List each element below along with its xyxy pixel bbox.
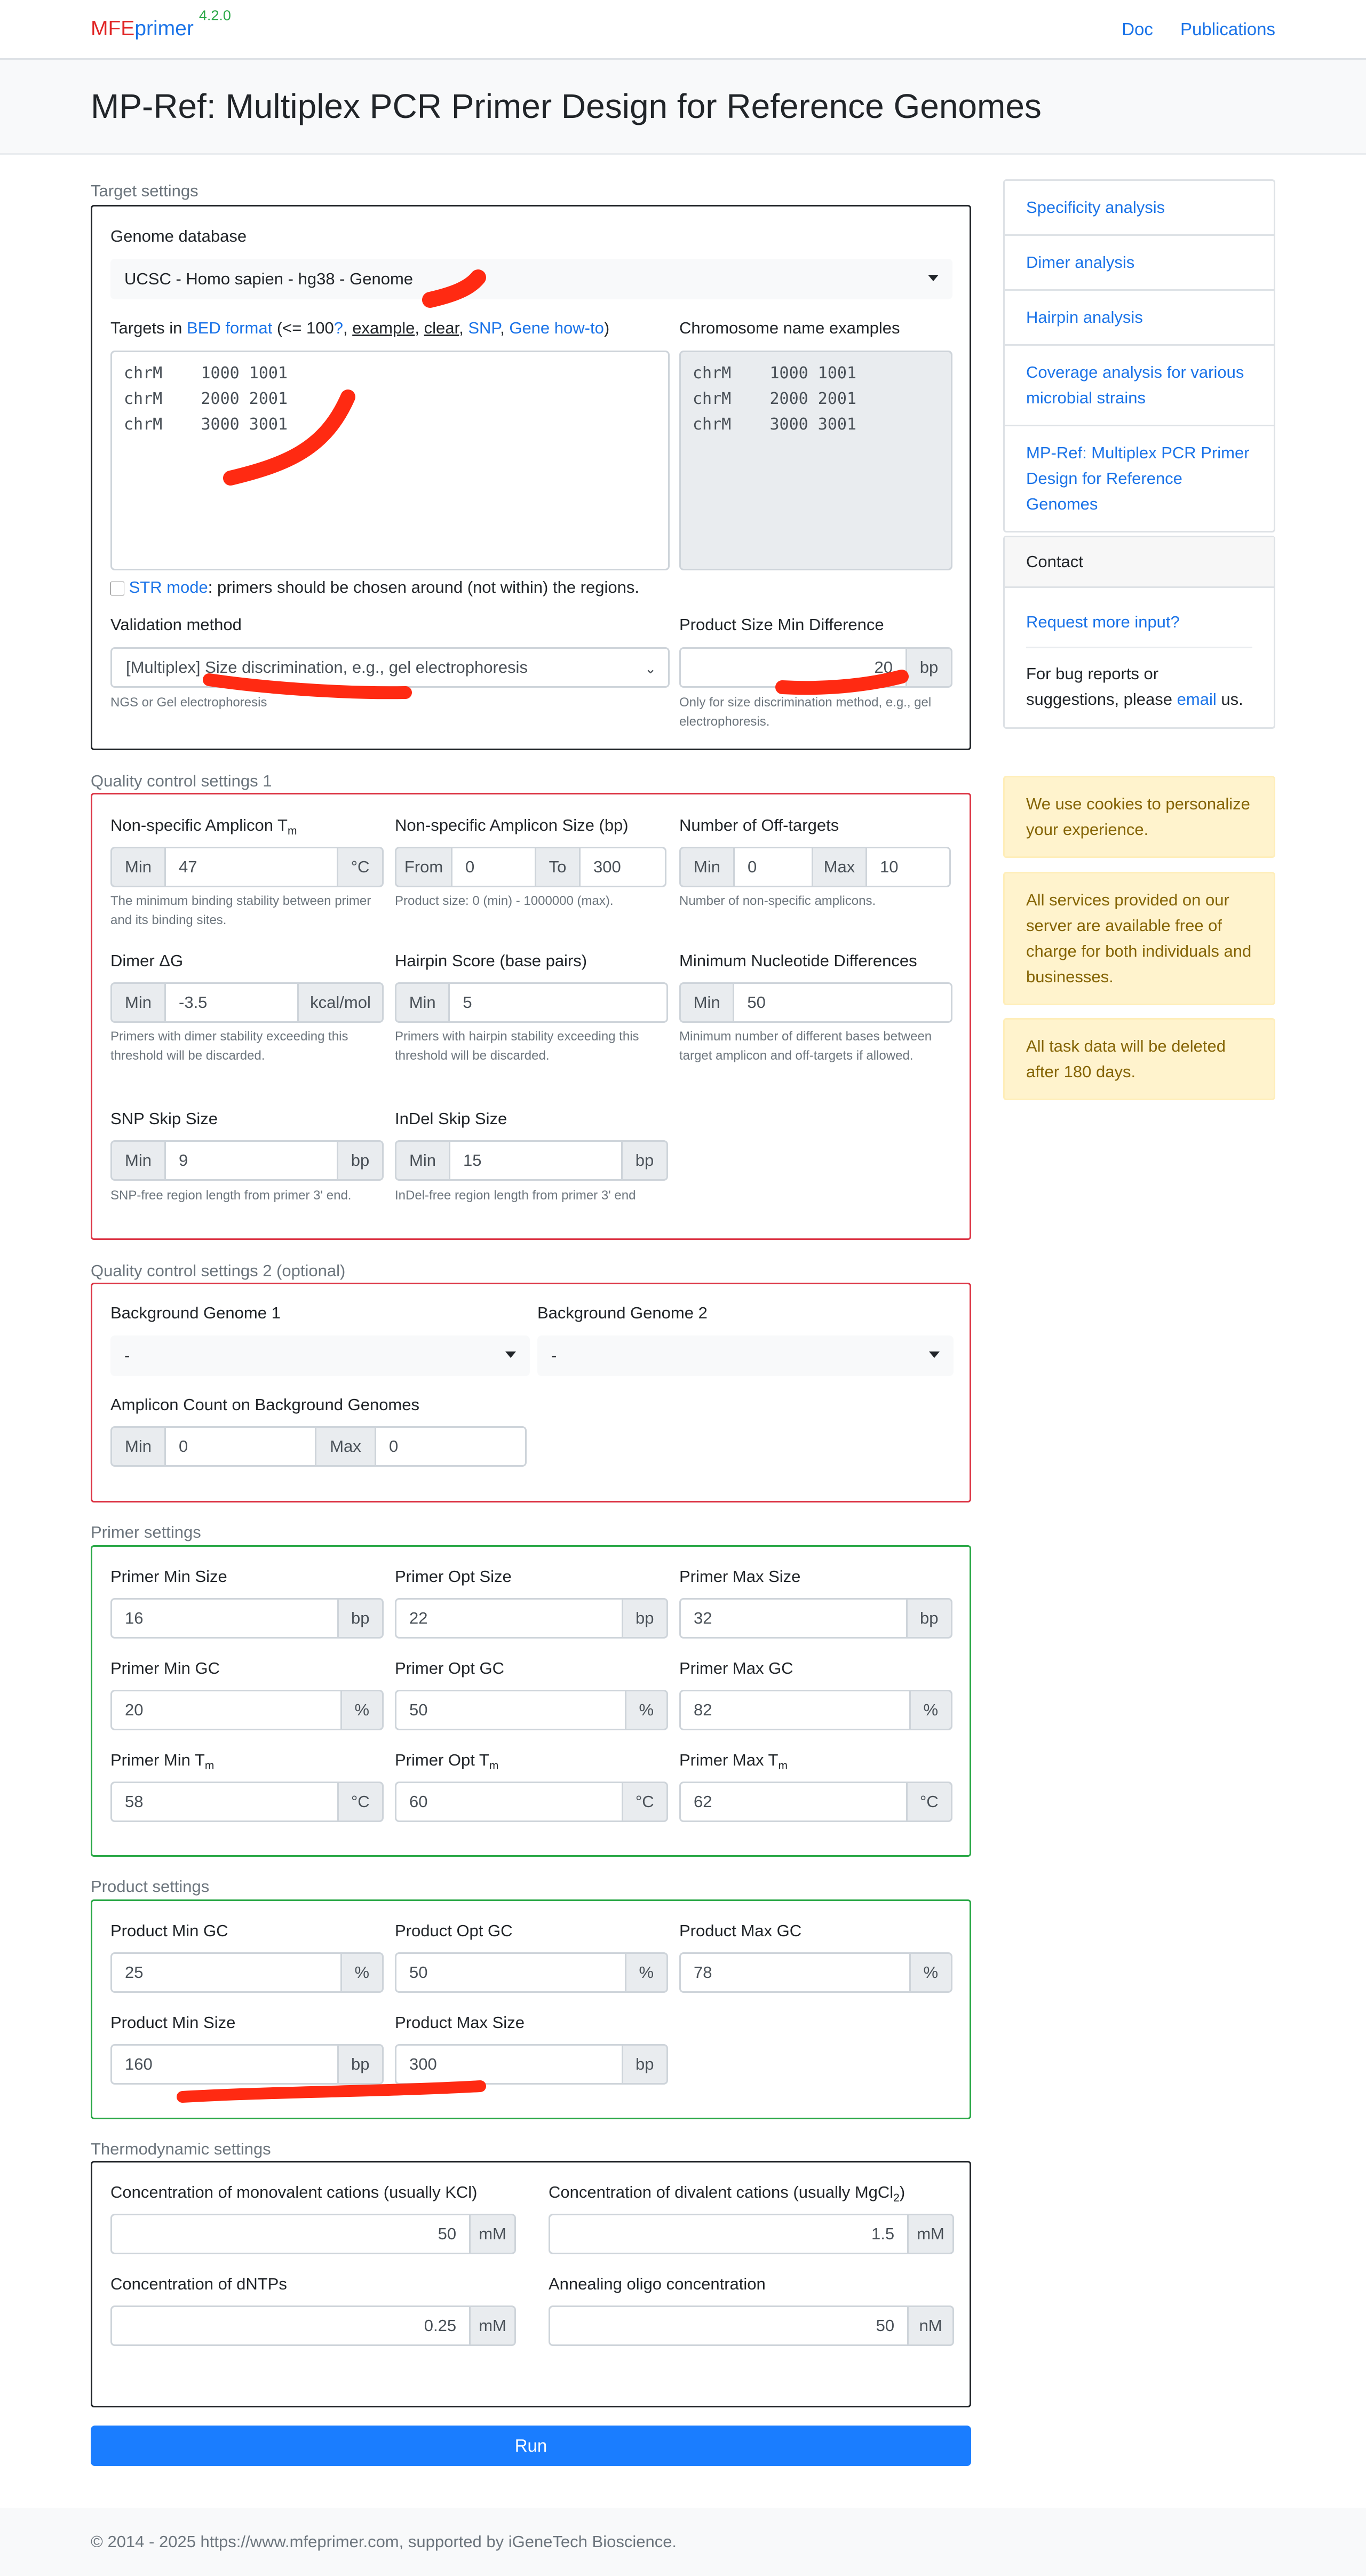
unit-bp: bp [622, 1598, 668, 1639]
brand-primer: primer [134, 17, 194, 40]
mnd-input[interactable]: 50 [733, 982, 952, 1023]
caret-down-icon [505, 1351, 516, 1358]
sep: , [415, 319, 424, 337]
target-settings-legend: Target settings [91, 181, 198, 200]
hairpin-help: Primers with hairpin stability exceeding this threshold will be discarded. [395, 1029, 639, 1063]
primer-opt-gc-label: Primer Opt GC [395, 1659, 504, 1677]
str-mode-row [110, 578, 639, 597]
primer-max-gc-group [679, 1690, 952, 1730]
unit-nm: nM [907, 2305, 954, 2346]
primer-panel [91, 1545, 971, 1857]
validation-method-label: Validation method [110, 615, 242, 634]
primer-opt-tm-label [395, 1751, 498, 1772]
psmd-unit: bp [906, 647, 952, 688]
dimer-help: Primers with dimer stability exceeding this threshold will be discarded. [110, 1029, 348, 1063]
unit-percent: % [340, 1690, 384, 1730]
unit-percent: % [340, 1952, 384, 1993]
product-min-gc-input[interactable]: 25 [110, 1952, 342, 1993]
psmd-help: Only for size discrimination method, e.g., gel electrophoresis. [679, 695, 932, 729]
nsa-size-from-input[interactable]: 0 [451, 847, 536, 887]
targets-prefix: Targets in [110, 319, 187, 337]
snp-skip-input[interactable]: 9 [164, 1140, 338, 1181]
unit-kcal: kcal/mol [297, 982, 384, 1023]
indel-skip-label: InDel Skip Size [395, 1109, 507, 1128]
primer-legend: Primer settings [91, 1523, 201, 1541]
bg2-value: - [551, 1346, 557, 1365]
unit-bp: bp [337, 2044, 384, 2085]
str-mode-text: : primers should be chosen around (not within) the regions. [208, 578, 639, 597]
nav-coverage-analysis[interactable]: Coverage analysis for various microbial strains [1005, 346, 1274, 426]
nsa-tm-label [110, 816, 297, 838]
nav-links [1099, 19, 1275, 39]
nav-mp-ref[interactable]: MP-Ref: Multiplex PCR Primer Design for Reference Genomes [1026, 443, 1250, 513]
addon-min: Min [110, 1426, 166, 1467]
bg2-label: Background Genome 2 [537, 1303, 708, 1322]
sep: , [343, 319, 353, 337]
genome-database-label: Genome database [110, 227, 247, 245]
addon-min: Min [679, 847, 735, 887]
hairpin-input[interactable]: 5 [448, 982, 668, 1023]
primer-opt-size-group [395, 1598, 668, 1639]
primer-min-size-group [110, 1598, 384, 1639]
caret-down-icon [928, 275, 939, 281]
contact-card [1003, 536, 1275, 729]
addon-min: Min [110, 1140, 166, 1181]
cookie-alert: We use cookies to personalize your experience. [1003, 776, 1275, 858]
primer-min-tm-input[interactable]: 58 [110, 1782, 339, 1822]
free-service-alert: All services provided on our server are available free of charge for both individuals and businesses. [1003, 872, 1275, 1005]
offtargets-help: Number of non-specific amplicons. [679, 894, 876, 908]
snp-skip-help: SNP-free region length from primer 3' end. [110, 1188, 352, 1203]
unit-mm: mM [469, 2214, 516, 2254]
nsa-size-group [395, 847, 668, 887]
sub: m [287, 825, 297, 838]
primer-min-tm-label [110, 1751, 214, 1772]
unit-bp: bp [622, 2044, 668, 2085]
product-max-size-label: Product Max Size [395, 2013, 525, 2032]
nav-hairpin-analysis[interactable]: Hairpin analysis [1005, 291, 1274, 346]
primer-max-size-group [679, 1598, 952, 1639]
offtargets-group [679, 847, 952, 887]
validation-method-select[interactable] [110, 647, 670, 688]
amplicon-count-min-input[interactable]: 0 [164, 1426, 316, 1467]
product-legend: Product settings [91, 1877, 210, 1896]
oligo-input[interactable]: 50 [549, 2305, 909, 2346]
addon-from: From [395, 847, 452, 887]
product-min-gc-group [110, 1952, 384, 1993]
psmd-input-group [679, 647, 952, 688]
addon-min: Min [395, 982, 450, 1023]
snp-skip-group [110, 1140, 384, 1181]
target-settings-panel [91, 205, 971, 750]
sub: m [778, 1760, 788, 1772]
addon-max: Max [812, 847, 867, 887]
unit-bp: bp [337, 1598, 384, 1639]
unit-percent: % [625, 1952, 669, 1993]
product-panel [91, 1899, 971, 2119]
product-min-size-input[interactable]: 160 [110, 2044, 339, 2085]
label-text: Primer Max T [679, 1751, 779, 1769]
page-title: MP-Ref: Multiplex PCR Primer Design for Reference Genomes [91, 87, 1042, 125]
addon-min: Min [110, 982, 166, 1023]
brand-mfe: MFE [91, 17, 135, 40]
amplicon-count-group [110, 1426, 530, 1467]
targets-textarea[interactable]: chrM 1000 1001 chrM 2000 2001 chrM 3000 3001 [110, 351, 670, 570]
product-max-size-input[interactable]: 300 [395, 2044, 623, 2085]
product-max-gc-input[interactable]: 78 [679, 1952, 911, 1993]
contact-body [1005, 588, 1274, 727]
primer-opt-size-input[interactable]: 22 [395, 1598, 623, 1639]
mono-input[interactable]: 50 [110, 2214, 471, 2254]
div-group [549, 2214, 954, 2254]
mono-group [110, 2214, 516, 2254]
product-max-gc-group [679, 1952, 952, 1993]
product-max-size-group [395, 2044, 668, 2085]
hairpin-group [395, 982, 668, 1023]
snp-skip-label: SNP Skip Size [110, 1109, 218, 1128]
bug-text-end: us. [1216, 690, 1243, 709]
request-input-link[interactable]: Request more input? [1026, 603, 1252, 648]
primer-min-tm-group [110, 1782, 384, 1822]
caret-down-icon [929, 1351, 940, 1358]
genome-database-select[interactable] [110, 259, 952, 299]
footer [0, 2508, 1366, 2576]
hairpin-label: Hairpin Score (base pairs) [395, 951, 587, 970]
primer-max-tm-label [679, 1751, 788, 1772]
email-link[interactable]: email [1177, 690, 1217, 709]
nsa-tm-group [110, 847, 384, 887]
unit-celsius: °C [906, 1782, 952, 1822]
sub: m [204, 1760, 215, 1772]
page-header [0, 60, 1366, 155]
dntp-group [110, 2305, 516, 2346]
genome-database-value: UCSC - Homo sapien - hg38 - Genome [124, 269, 414, 288]
product-min-size-group [110, 2044, 384, 2085]
indel-skip-group [395, 1140, 668, 1181]
unit-mm: mM [469, 2305, 516, 2346]
primer-opt-size-label: Primer Opt Size [395, 1567, 512, 1586]
nsa-tm-label-text: Non-specific Amplicon T [110, 816, 288, 834]
primer-max-tm-group [679, 1782, 952, 1822]
qc2-legend: Quality control settings 2 (optional) [91, 1261, 346, 1280]
qc1-legend: Quality control settings 1 [91, 772, 272, 790]
primer-max-size-input[interactable]: 32 [679, 1598, 908, 1639]
oligo-group [549, 2305, 954, 2346]
unit-celsius: °C [337, 847, 384, 887]
nsa-size-to-input[interactable]: 300 [579, 847, 666, 887]
addon-to: To [535, 847, 581, 887]
psmd-input[interactable]: 20 [679, 647, 907, 688]
amplicon-count-max-input[interactable]: 0 [375, 1426, 527, 1467]
chevron-down-icon: ⌄ [645, 661, 656, 677]
primer-opt-tm-group [395, 1782, 668, 1822]
dimer-group [110, 982, 384, 1023]
dntp-label: Concentration of dNTPs [110, 2275, 287, 2293]
addon-min: Min [679, 982, 734, 1023]
sep: , [500, 319, 510, 337]
addon-max: Max [315, 1426, 376, 1467]
bug-text: For bug reports or suggestions, please [1026, 664, 1177, 709]
data-retention-alert: All task data will be deleted after 180 days. [1003, 1018, 1275, 1100]
clear-link[interactable]: clear [424, 319, 459, 337]
nav-dimer-analysis[interactable]: Dimer analysis [1005, 236, 1274, 291]
dntp-input[interactable]: 0.25 [110, 2305, 471, 2346]
primer-max-gc-input[interactable]: 82 [679, 1690, 911, 1730]
primer-opt-gc-input[interactable]: 50 [395, 1690, 626, 1730]
label-text: Primer Min T [110, 1751, 205, 1769]
nsa-size-help: Product size: 0 (min) - 1000000 (max). [395, 894, 614, 908]
navbar [0, 0, 1366, 60]
primer-min-size-input[interactable]: 16 [110, 1598, 339, 1639]
unit-percent: % [909, 1952, 953, 1993]
qc1-panel [91, 793, 971, 1240]
psmd-label: Product Size Min Difference [679, 615, 884, 634]
sep: , [459, 319, 468, 337]
footer-text: © 2014 - 2025 https://www.mfeprimer.com, supported by iGeneTech Bioscience. [91, 2532, 677, 2551]
bg1-value: - [124, 1346, 130, 1365]
thermo-legend: Thermodynamic settings [91, 2140, 271, 2158]
offtargets-label: Number of Off-targets [679, 816, 839, 834]
unit-bp: bp [337, 1140, 384, 1181]
validation-method-value: [Multiplex] Size discrimination, e.g., gel electrophoresis [126, 658, 528, 677]
bg1-select[interactable] [110, 1335, 530, 1376]
str-mode-link[interactable]: STR mode [129, 578, 208, 597]
dimer-label: Dimer ΔG [110, 951, 184, 970]
bed-format-link[interactable]: BED format [187, 319, 273, 337]
str-mode-checkbox[interactable] [110, 582, 124, 595]
addon-min: Min [395, 1140, 450, 1181]
oligo-label: Annealing oligo concentration [549, 2275, 766, 2293]
indel-skip-help: InDel-free region length from primer 3' end [395, 1188, 636, 1203]
amplicon-count-label: Amplicon Count on Background Genomes [110, 1395, 419, 1414]
bg1-label: Background Genome 1 [110, 1303, 281, 1322]
offtargets-min-input[interactable]: 0 [733, 847, 813, 887]
label-text: ) [899, 2183, 906, 2201]
primer-min-gc-input[interactable]: 20 [110, 1690, 342, 1730]
chromosome-examples-textarea: chrM 1000 1001 chrM 2000 2001 chrM 3000 3001 [679, 351, 952, 570]
primer-max-tm-input[interactable]: 62 [679, 1782, 908, 1822]
offtargets-max-input[interactable]: 10 [865, 847, 951, 887]
mnd-group [679, 982, 952, 1023]
product-opt-gc-input[interactable]: 50 [395, 1952, 626, 1993]
nsa-tm-help: The minimum binding stability between primer and its binding sites. [110, 894, 371, 927]
nav-doc-link[interactable]: Doc [1122, 19, 1153, 39]
qc2-panel [91, 1283, 971, 1502]
nav-publications-link[interactable]: Publications [1180, 19, 1275, 39]
nsa-tm-input[interactable]: 47 [164, 847, 338, 887]
unit-percent: % [625, 1690, 669, 1730]
brand-logo[interactable] [91, 7, 231, 41]
unit-mm: mM [907, 2214, 954, 2254]
tools-nav [1003, 179, 1275, 532]
run-button[interactable]: Run [91, 2426, 971, 2466]
sub: m [489, 1760, 499, 1772]
targets-label [110, 319, 609, 338]
label-text: Concentration of divalent cations (usually MgCl [549, 2183, 894, 2201]
bg2-select[interactable] [537, 1335, 954, 1376]
gene-howto-link[interactable]: Gene how-to [509, 319, 604, 337]
sub: 2 [893, 2192, 900, 2205]
div-input[interactable]: 1.5 [549, 2214, 909, 2254]
nav-specificity-analysis[interactable]: Specificity analysis [1005, 181, 1274, 236]
product-max-gc-label: Product Max GC [679, 1921, 802, 1940]
primer-min-gc-group [110, 1690, 384, 1730]
product-opt-gc-label: Product Opt GC [395, 1921, 513, 1940]
dimer-input[interactable]: -3.5 [164, 982, 299, 1023]
example-link[interactable]: example [352, 319, 415, 337]
limit-help-link[interactable]: ? [333, 319, 343, 337]
targets-limit: (<= 100 [272, 319, 334, 337]
primer-opt-gc-group [395, 1690, 668, 1730]
primer-opt-tm-input[interactable]: 60 [395, 1782, 623, 1822]
unit-celsius: °C [337, 1782, 384, 1822]
contact-title: Contact [1005, 537, 1274, 588]
mnd-help: Minimum number of different bases between target amplicon and off-targets if allowed. [679, 1029, 932, 1063]
validation-method-help: NGS or Gel electrophoresis [110, 695, 267, 710]
nsa-size-label: Non-specific Amplicon Size (bp) [395, 816, 629, 834]
product-min-size-label: Product Min Size [110, 2013, 236, 2032]
addon-min: Min [110, 847, 166, 887]
unit-bp: bp [906, 1598, 952, 1639]
chromosome-examples-label: Chromosome name examples [679, 319, 900, 337]
primer-min-gc-label: Primer Min GC [110, 1659, 220, 1677]
product-min-gc-label: Product Min GC [110, 1921, 228, 1940]
primer-max-size-label: Primer Max Size [679, 1567, 801, 1586]
div-label [549, 2183, 905, 2205]
close-paren: ) [603, 319, 610, 337]
mono-label: Concentration of monovalent cations (usually KCl) [110, 2183, 478, 2201]
primer-max-gc-label: Primer Max GC [679, 1659, 793, 1677]
version-badge: 4.2.0 [198, 7, 231, 23]
unit-bp: bp [621, 1140, 668, 1181]
mnd-label: Minimum Nucleotide Differences [679, 951, 917, 970]
unit-celsius: °C [622, 1782, 668, 1822]
product-opt-gc-group [395, 1952, 668, 1993]
primer-min-size-label: Primer Min Size [110, 1567, 227, 1586]
thermo-panel [91, 2161, 971, 2407]
bug-report-text [1026, 648, 1252, 712]
snp-link[interactable]: SNP [468, 319, 501, 337]
unit-percent: % [909, 1690, 953, 1730]
indel-skip-input[interactable]: 15 [449, 1140, 623, 1181]
label-text: Primer Opt T [395, 1751, 489, 1769]
